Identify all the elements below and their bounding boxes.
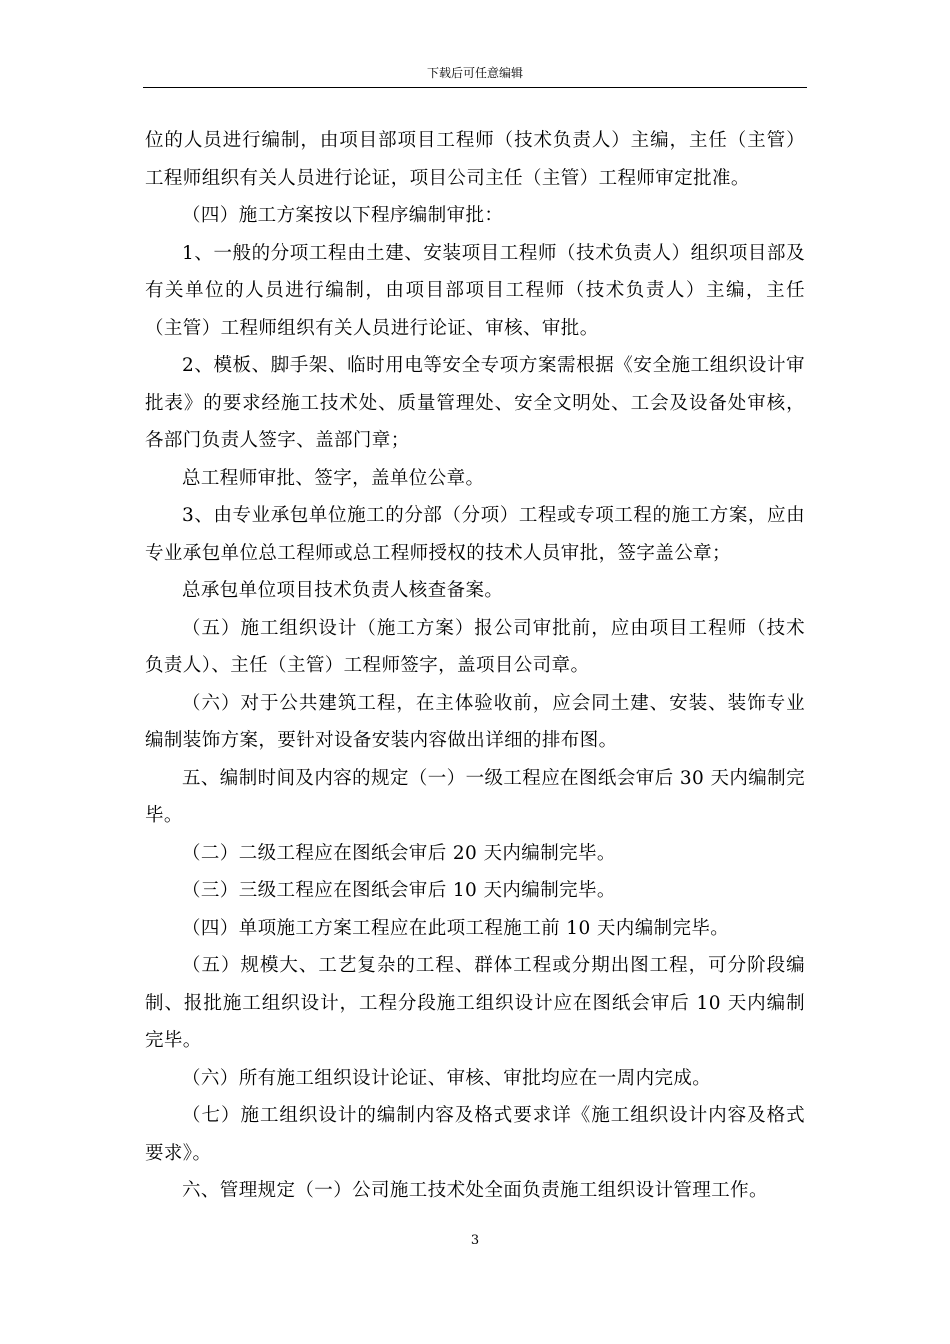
paragraph: 五、编制时间及内容的规定（一）一级工程应在图纸会审后 30 天内编制完毕。 — [145, 767, 805, 826]
header-divider — [143, 87, 807, 88]
document-body — [145, 122, 805, 1210]
paragraph: （三）三级工程应在图纸会审后 10 天内编制完毕。 — [182, 880, 616, 901]
paragraph: 总承包单位项目技术负责人核查备案。 — [182, 580, 504, 601]
page-number: 3 — [470, 1233, 480, 1248]
paragraph: （四）施工方案按以下程序编制审批： — [182, 205, 504, 226]
paragraph: 总工程师审批、签字，盖单位公章。 — [182, 467, 485, 489]
paragraph: 1、一般的分项工程由土建、安装项目工程师（技术负责人）组织项目部及有关单位的人员进行编制，由项目部项目工程师（技术负责人）主编，主任（主管）工程师组织有关人员进行论证、审核、审批。 — [145, 242, 805, 339]
paragraph: 3、由专业承包单位施工的分部（分项）工程或专项工程的施工方案，应由专业承包单位总工程师或总工程师授权的技术人员审批，签字盖公章； — [145, 505, 805, 564]
paragraph: （二）二级工程应在图纸会审后 20 天内编制完毕。 — [182, 842, 616, 864]
paragraph: （五）施工组织设计（施工方案）报公司审批前，应由项目工程师（技术负责人）、主任（主管）工程师签字，盖项目公司章。 — [145, 617, 805, 676]
paragraph: （六）对于公共建筑工程，在主体验收前，应会同土建、安装、装饰专业编制装饰方案，要针对设备安装内容做出详细的排布图。 — [145, 692, 805, 751]
paragraph: （四）单项施工方案工程应在此项工程施工前 10 天内编制完毕。 — [182, 917, 730, 939]
page-header: 下载后可任意编辑 — [426, 66, 523, 80]
paragraph: （五）规模大、工艺复杂的工程、群体工程或分期出图工程，可分阶段编制、报批施工组织设计，工程分段施工组织设计应在图纸会审后 10 天内编制完毕。 — [145, 955, 805, 1051]
paragraph: 2、模板、脚手架、临时用电等安全专项方案需根据《安全施工组织设计审批表》的要求经施工技术处、质量管理处、安全文明处、工会及设备处审核，各部门负责人签字、盖部门章； — [145, 355, 805, 451]
paragraph: （七）施工组织设计的编制内容及格式要求详《施工组织设计内容及格式要求》。 — [145, 1105, 805, 1164]
paragraph: 位的人员进行编制，由项目部项目工程师（技术负责人）主编，主任（主管）工程师组织有关人员进行论证，项目公司主任（主管）工程师审定批准。 — [145, 130, 805, 189]
paragraph: （六）所有施工组织设计论证、审核、审批均应在一周内完成。 — [182, 1067, 712, 1089]
paragraph: 六、管理规定（一）公司施工技术处全面负责施工组织设计管理工作。 — [182, 1180, 768, 1201]
